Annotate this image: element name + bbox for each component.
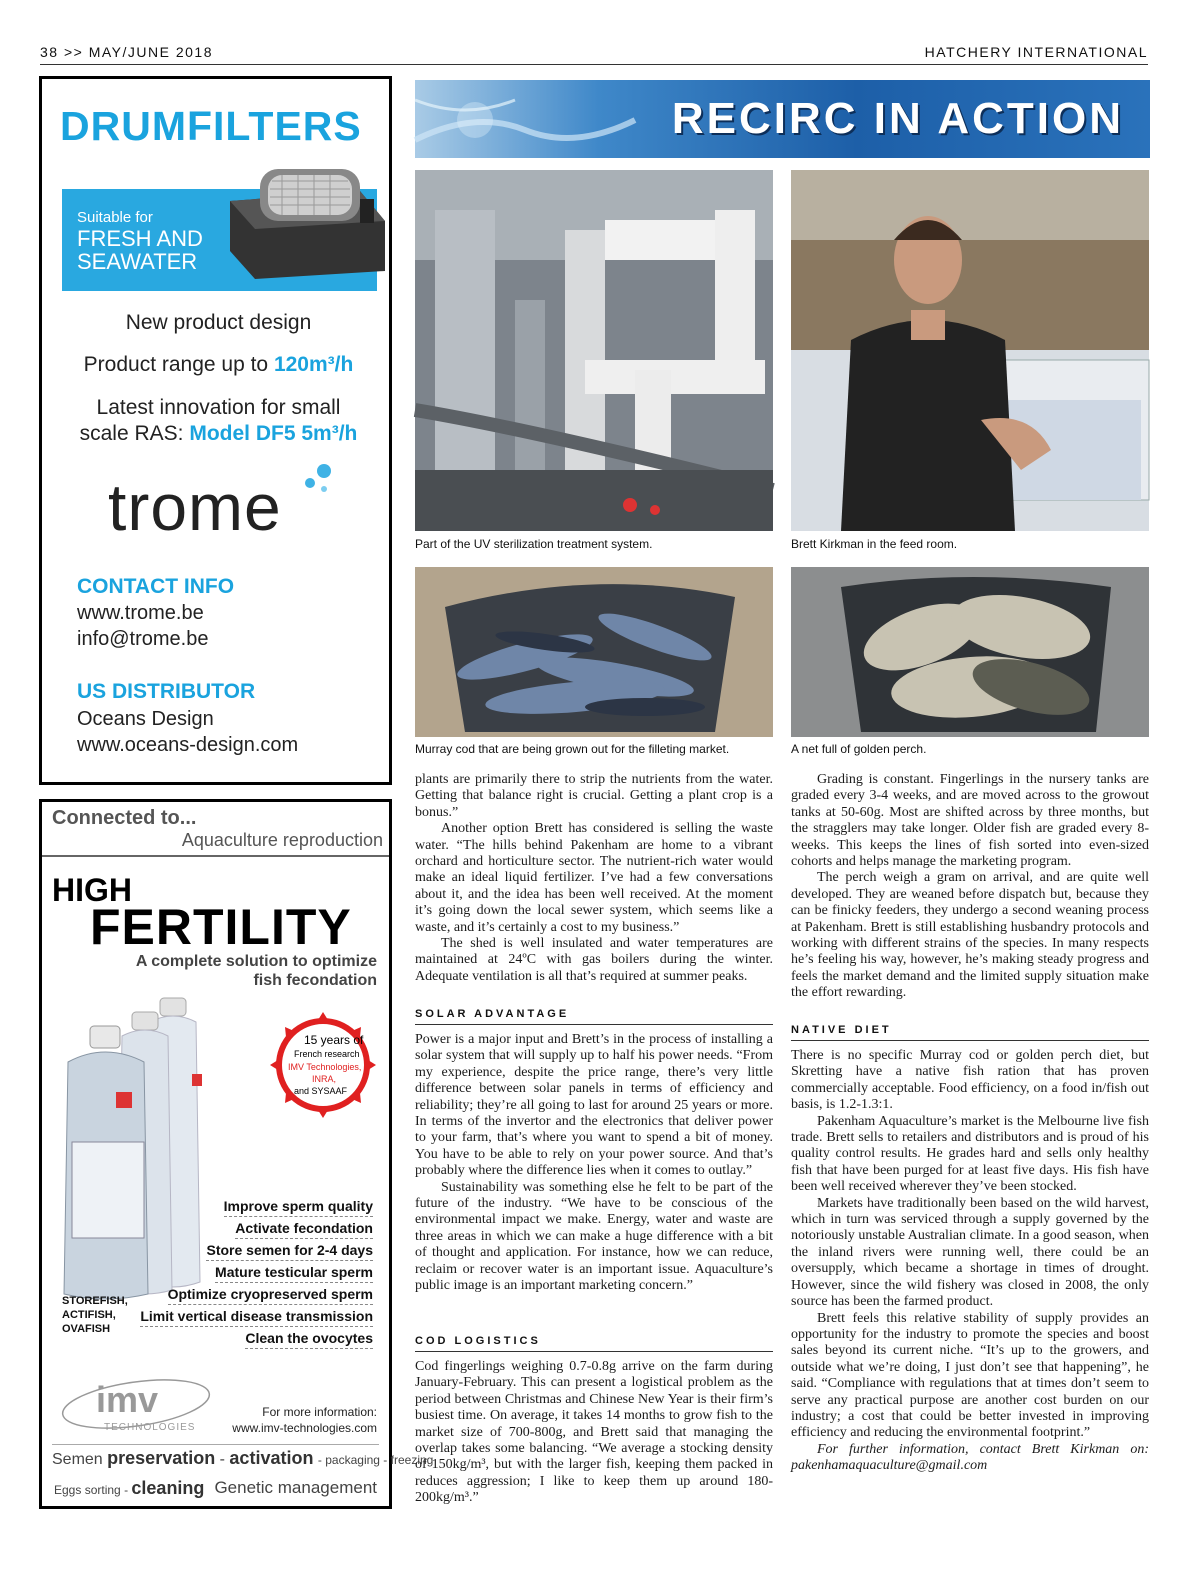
imv-logo-sub: TECHNOLOGIES [104,1422,196,1433]
murray-cod-photo [415,567,773,737]
section-rule [415,1024,773,1025]
high-heading: HIGH [52,872,132,908]
trome-email[interactable]: info@trome.be [77,628,209,650]
uv-system-photo [415,170,773,531]
feed-room-photo [791,170,1149,531]
imv-advertisement[interactable] [39,799,434,1509]
product-names [62,1294,128,1336]
publication-name: HATCHERY INTERNATIONAL [924,44,1148,60]
paragraph: Brett feels this relative stability of supply provides an opportunity for the industry to promote the species and boost sales beyond its current niche. “It’s up to the growers, and outside what we’re doing, I just don’t see that happening”, he said. “Compliance with regulations that at times don’t seem to serve any practical purpose are another cost burden on our industry; a cost that could be better invested in improving efficiency and reducing the environmental footprint.” [791,1310,1149,1441]
ad-title: DRUMFILTERS [60,103,362,149]
paragraph: There is no specific Murray cod or golden perch diet, but Skretting have a native fish ration that has proven commercially acceptable. Food efficiency, on a food in/fish out basis, is 1.2-1.3:1. [791,1048,1149,1113]
new-design-line: New product design [125,311,312,334]
photo-caption: Part of the UV sterilization treatment system. [415,537,653,551]
suitable-label: Suitable for [77,209,153,226]
paragraph: plants are primarily there to strip the nutrients from the water. Getting that balance right is crucial. Getting a plant crop is a bonus.” [415,772,773,820]
feature-item: Mature testicular sperm [215,1264,373,1283]
aquaculture-label: Aquaculture reproduction [181,830,383,850]
subtitle-line-1: A complete solution to optimize [135,953,377,970]
semen-line: Semen preservation - activation - packaging - freezing [52,1448,434,1468]
feature-item: Optimize cryopreserved sperm [168,1286,373,1305]
paragraph: Cod fingerlings weighing 0.7-0.8g arrive on the farm during January-February. This can present a logistical problem as the period between Christmas and Chinese New Year is their firm’s busiest time. On average, it takes 14 months to grow fish to the market size of 700-800g, and Brett said that managing the overlap takes some balancing. “We average a stocking density of 150kg/m³, but with the larger fish, keeping them packed in reduces aggression; I like to keep them up around 180-200kg/m³.” [415,1359,773,1506]
paragraph: Pakenham Aquaculture’s market is the Melbourne live fish trade. Brett sells to retailers and distributors and is proud of his quality control results. He grades hard and sells only healthy fish that have been purged for at least five days. His fish have been well received wherever they’ve been stocked. [791,1113,1149,1195]
more-info-label: For more information: [262,1405,377,1419]
badge-sysaaf: and SYSAAF [294,1086,348,1096]
paragraph: The perch weigh a gram on arrival, and are quite well developed. They are weaned before dispatch but, because they can be finicky feeders, they undergo a second weaning process at Pakenham. Brett is still establishing husbandry protocols and working with different strains of the species. In many respects he’s feeling his way, however, he’s making steady progress and feels the market demand and the limited supply situation make the effort rewarding. [791,870,1149,1001]
fresh-seawater-label: FRESH AND SEAWATER [77,226,203,274]
header-rule [40,64,1148,65]
badge-inra: INRA, [312,1074,337,1084]
water-drops-icon [302,461,342,501]
article-cod-section [415,1359,773,1507]
photo-caption: A net full of golden perch. [791,742,927,756]
research-badge [268,1010,378,1120]
paragraph: The shed is well insulated and water temperatures are maintained at 24ºC with gas boilers during the winter. Adequate ventilation is all that’s required at summer peaks. [415,936,773,984]
feature-item: Limit vertical disease transmission [140,1308,373,1327]
paragraph: Grading is constant. Fingerlings in the nursery tanks are graded every 3-4 weeks, and are moved across to the growout tanks at 50-60g. Most are shifted across by three months, but the stragglers may take longer. Older fish are graded every 8-weeks. This keeps the lines of fish sorted into even-sized cohorts and helps manage the marketing program. [791,772,1149,870]
article-solar-section [415,1032,773,1295]
product-name: STOREFISH, [62,1295,128,1307]
more-info [232,1404,377,1436]
distributor-website[interactable]: www.oceans-design.com [77,734,299,756]
distributor-name: Oceans Design [77,708,214,730]
range-line: Product range up to 120m³/h [83,353,354,376]
contact-label: CONTACT INFO [77,575,235,598]
feature-item: Clean the ovocytes [245,1330,373,1349]
range-value: 120m³/h [273,353,354,376]
banner-title: RECIRC IN ACTION [671,94,1124,143]
photo-caption: Brett Kirkman in the feed room. [791,537,958,551]
subtitle-line-2: fish fecondation [253,972,377,989]
brett-image [791,170,1149,531]
article-column-1-top [415,772,773,985]
article-column-2-top [791,772,1149,1002]
paragraph: Sustainability was something else he felt to be part of the future of the industry. “We have to be conscious of the environmental impact we make. Energy, water and waste are three areas in which we can make a huge difference with a bit of thought and application. For instance, how we can reduce, reclaim or recover water is an important issue. Aquaculture’s public image is an important marketing concern.” [415,1179,773,1294]
contact-line[interactable]: For further information, contact Brett Kirkman on: pakenhamaquaculture@gmail.com [791,1441,1149,1474]
section-heading-cod: COD LOGISTICS [415,1335,541,1347]
badge-years: 15 years of [304,1033,364,1047]
feature-item: Store semen for 2-4 days [206,1242,373,1261]
section-rule [791,1040,1149,1041]
fertility-heading: FERTILITY [90,899,352,955]
imv-logo [56,1374,216,1436]
divider [42,855,389,857]
product-name: OVAFISH [62,1323,111,1335]
trome-website[interactable]: www.trome.be [77,602,204,624]
eggs-line: Eggs sorting - cleaning [54,1478,205,1498]
imv-logo-text: imv [96,1379,159,1420]
drum-filter-image [220,161,390,281]
imv-website[interactable]: www.imv-technologies.com [232,1421,377,1435]
product-name: ACTIFISH, [62,1309,116,1321]
model-value: Model DF5 5m³/h [189,422,358,445]
badge-imv: IMV Technologies, [288,1062,362,1072]
badge-research: French research [294,1049,360,1059]
golden-perch-photo [791,567,1149,737]
feature-item: Activate fecondation [235,1220,373,1239]
paragraph: Power is a major input and Brett’s in the process of installing a solar system that will supply up to half his power needs. “From my experience, despite the price range, there’s very little difference between solar panels in terms of efficiency and reliability; they’re all going to last for around 25 years or more. In terms of the invertor and the electronics that deliver power to your farm, that’s where you want to spend a bit of money. You have to be able to rely on your power source. And that’s probably where the difference lies when it comes to outlay.” [415,1032,773,1179]
distributor-label: US DISTRIBUTOR [77,680,256,703]
genetic-management: Genetic management [214,1478,377,1497]
page-folio: 38 >> MAY/JUNE 2018 [40,44,213,60]
innovation-line: Latest innovation for small [96,396,341,419]
section-rule [415,1351,773,1352]
perch-net-image [791,567,1149,737]
divider [52,1444,379,1445]
photo-caption: Murray cod that are being grown out for the filleting market. [415,742,730,756]
trome-advertisement[interactable] [39,76,392,785]
section-banner [415,80,1150,158]
feature-item: Improve sperm quality [224,1198,373,1217]
connected-label: Connected to... [52,807,197,829]
cod-net-image [415,567,773,737]
paragraph: Another option Brett has considered is selling the waste water. “The hills behind Pakenham are home to a vibrant orchard and horticulture sector. The nutrient-rich water would make an ideal liquid fertilizer. I’ve had a few conversations about it, and the idea has been well received. At the moment it’s going down the local sewer system, which seems like a waste, and it’s certainly a cost to my business.” [415,821,773,935]
ad-subtitle [77,952,377,990]
paragraph: Markets have traditionally been based on the wild harvest, which in turn was serviced through a supply governed by the notoriously unstable Australian climate. In a good season, when the inland rivers were running well, there could be an oversupply, which became a shortage in times of drought. However, since the wild fishery was closed in 2008, the only source has been the farmed product. [791,1195,1149,1310]
section-heading-solar: SOLAR ADVANTAGE [415,1008,570,1020]
section-heading-diet: NATIVE DIET [791,1024,892,1036]
uv-system-image [415,170,773,531]
model-line: scale RAS: Model DF5 5m³/h [79,422,358,445]
article-diet-section [791,1048,1149,1475]
trome-logo: trome [108,470,282,544]
